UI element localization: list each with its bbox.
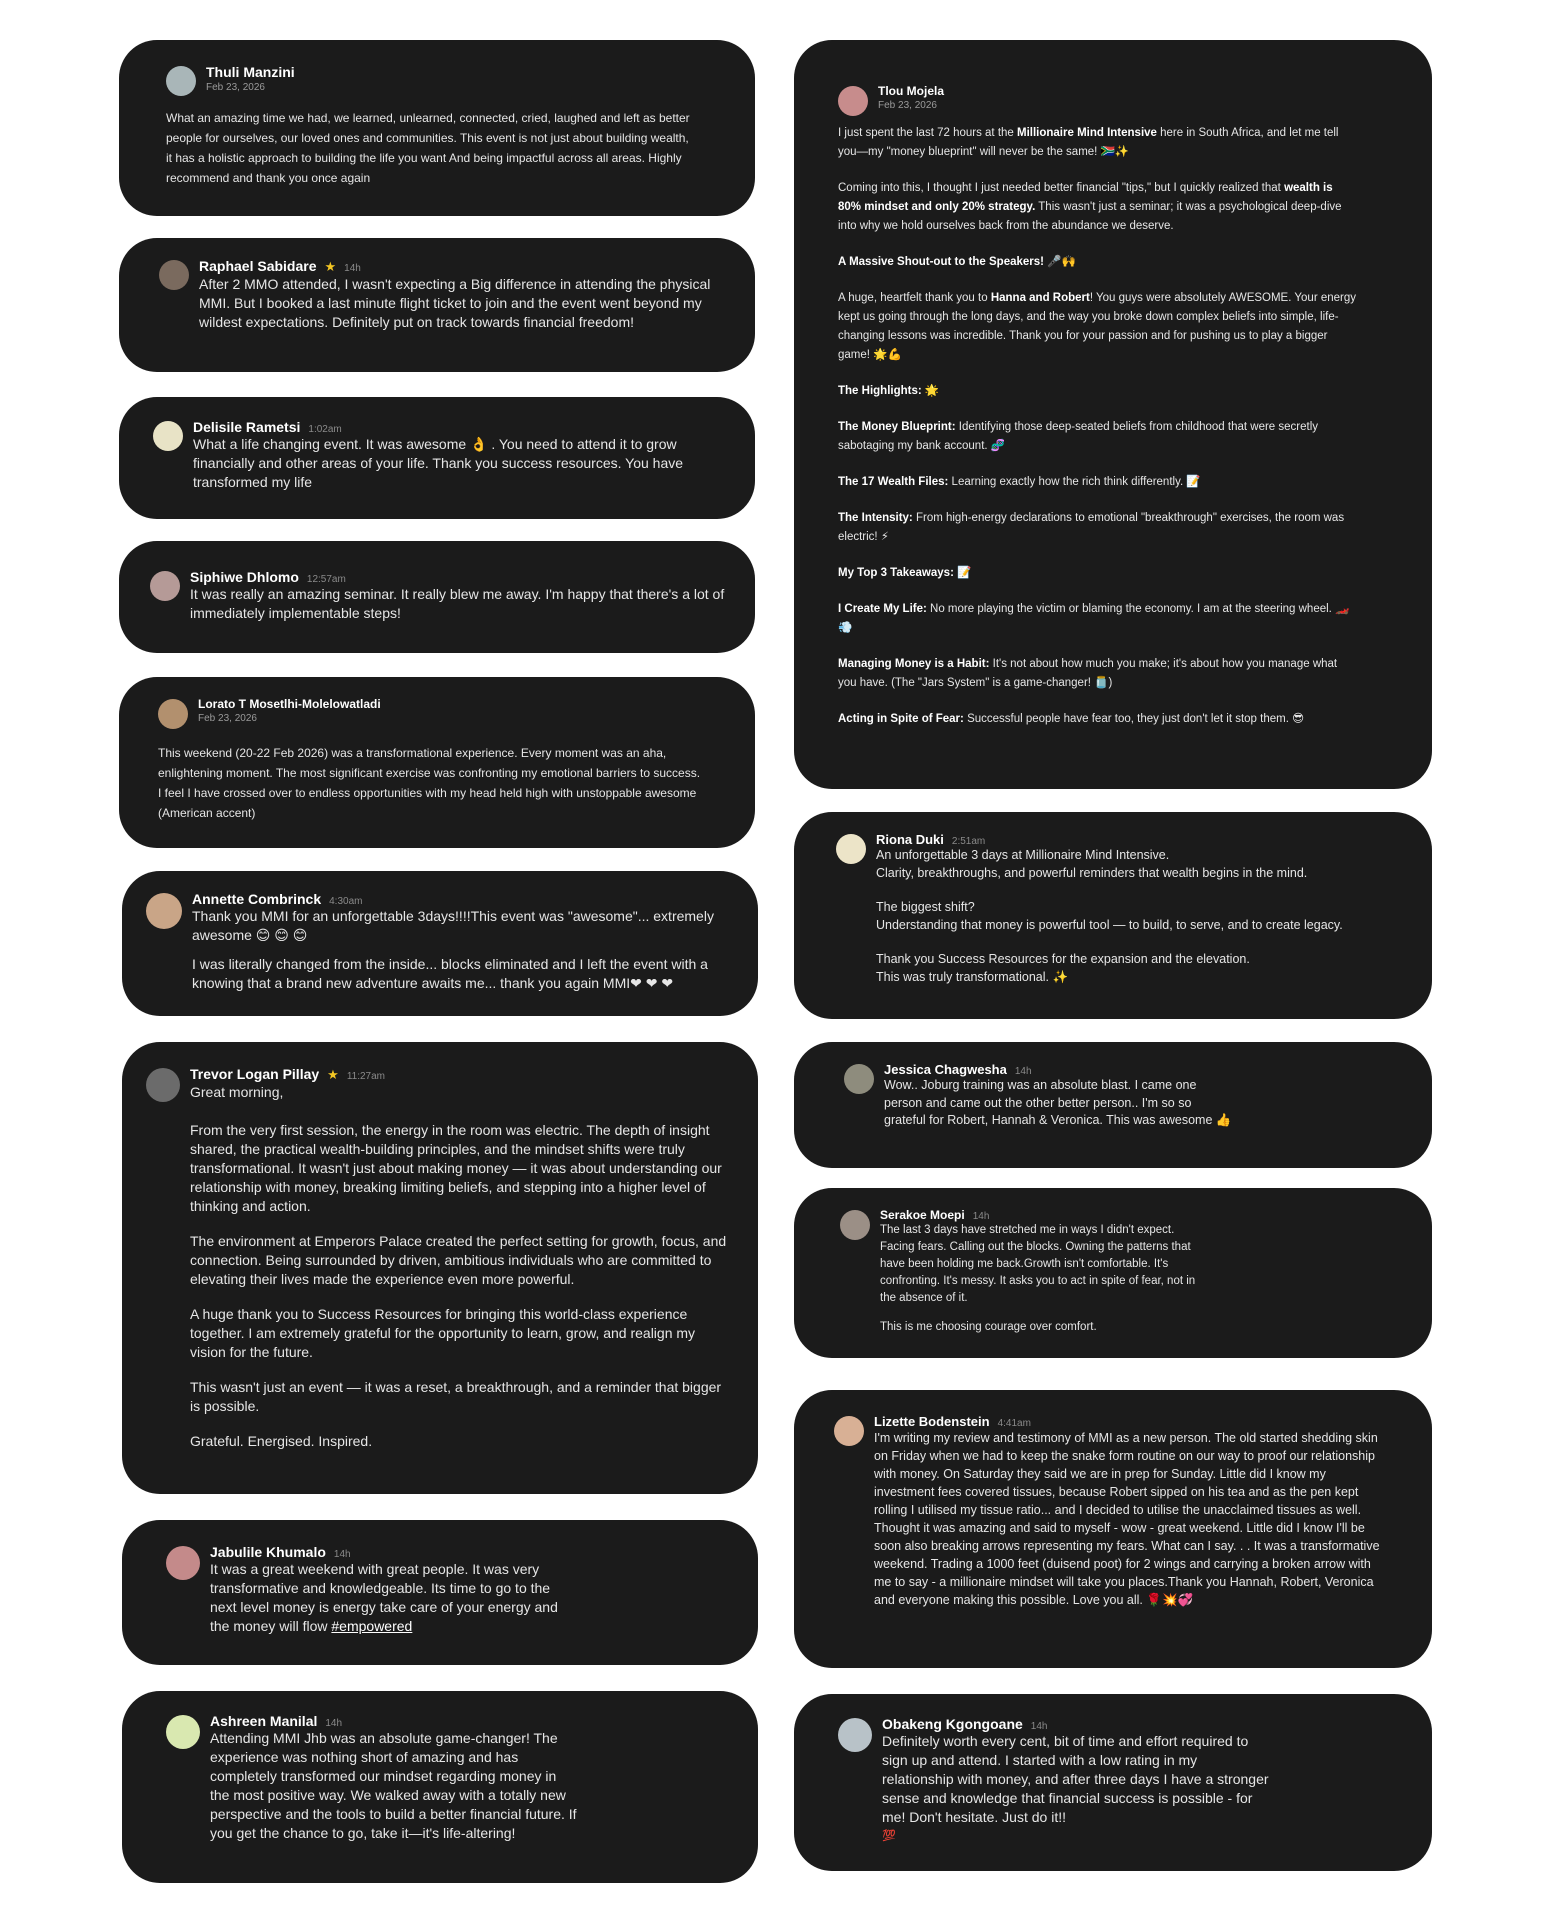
avatar[interactable] [840,1210,870,1240]
reviewer-name: Raphael Sabidare [199,258,317,274]
review-header [836,832,1402,986]
review-text-segment: A huge, heartfelt thank you to [838,292,991,304]
star-icon: ★ [327,1067,339,1082]
hundred-points-icon: 💯 [882,1830,896,1842]
review-header [844,1062,1232,1130]
review-card [122,871,758,1016]
review-card [122,1520,758,1665]
reviewer-name: Jessica Chagwesha [884,1062,1007,1077]
review-time: 2:51am [951,836,986,847]
review-text: I was literally changed from the inside... blocks eliminated and I left the event with a knowing that a brand new adventure awaits me... thank you again MMI❤ ❤ ❤ [192,956,708,991]
review-card [794,1694,1432,1871]
reviewer-name: Annette Combrinck [192,891,322,907]
avatar[interactable] [834,1416,864,1446]
review-text: Definitely worth every cent, bit of time and effort required to sign up and attend. I started with a low rating in my relationship with money, and after three days I have a stronger sense and knowledge that financial success is possible - for me! Don't hesitate. Just do it!! [882,1733,1269,1825]
avatar[interactable] [838,86,868,116]
review-card [794,812,1432,1019]
review-card [119,40,755,216]
review-text-segment: Thank you Success Resources for the expansion and the elevation. [876,952,1250,966]
avatar[interactable] [836,834,866,864]
review-text-segment: Acting in Spite of Fear: [838,713,964,725]
reviewer-name: Delisile Rametsi [193,419,301,435]
review-header [840,1208,1202,1336]
review-paragraph: The environment at Emperors Palace created the perfect setting for growth, focus, and connection. Being surrounded by driven, ambitious individuals who are committed to elevating their lives made the experience even more powerful. [190,1233,727,1287]
review-text: What an amazing time we had, we learned, unlearned, connected, cried, laughed and left as better people for ourselves, our loved ones and communities. This event is not just about building wealth, it has a holistic approach to building the life you want And being impactful across all areas. Highly recommend and thank you once again [166,111,690,185]
review-card [794,40,1432,789]
avatar[interactable] [159,260,189,290]
review-text: After 2 MMO attended, I wasn't expecting a Big difference in attending the physical MMI. But I booked a last minute flight ticket to join and the event went beyond my wildest expectations. Definitely put on track towards financial freedom! [199,276,711,330]
review-text: It was really an amazing seminar. It really blew me away. I'm happy that there's a lot of immediately implementable steps! [190,586,725,621]
review-text [210,1560,578,1636]
review-text: What a life changing event. It was awesome 👌 . You need to attend it to grow financially and other areas of your life. Thank you success resources. You have transformed my life [193,436,684,490]
avatar[interactable] [150,571,180,601]
review-time: 4:41am [997,1418,1031,1429]
review-text: Attending MMI Jhb was an absolute game-changer! The experience was nothing short of amazing and has completely transformed our mindset regarding money in the most positive way. We walked away with a totally new perspective and the tools to build a better financial future. If you get the chance to go, take it—it's life-altering! [210,1730,577,1841]
review-text-segment: Understanding that money is powerful tool — to build, to serve, and to create legacy. [876,917,1343,932]
review-time: 12:57am [306,574,346,585]
review-text-segment: The Intensity: [838,512,913,524]
review-time: 1:02am [308,424,342,435]
review-text-segment: This was truly transformational. ✨ [876,969,1069,984]
review-time: 14h [325,1718,343,1729]
review-header [159,258,725,332]
review-text: This is me choosing courage over comfort. [880,1321,1097,1333]
reviewer-name: Obakeng Kgongoane [882,1716,1023,1732]
review-header [158,697,705,729]
review-text-segment: Millionaire Mind Intensive [1017,127,1157,139]
avatar[interactable] [166,1546,200,1580]
review-date: Feb 23, 2026 [878,100,937,111]
review-date: Feb 23, 2026 [198,713,257,724]
review-text-segment: No more playing the victim or blaming the economy. I am at the steering wheel. 🏎️💨 [838,603,1350,634]
review-text-segment: A Massive Shout-out to the Speakers! 🎤🙌 [838,256,1076,268]
avatar[interactable] [838,1718,872,1752]
review-time: 14h [1030,1721,1048,1732]
avatar[interactable] [166,1715,200,1749]
reviewer-name: Jabulile Khumalo [210,1544,326,1560]
review-time: 4:30am [329,896,363,907]
reviewer-name: Siphiwe Dhlomo [190,569,299,585]
avatar[interactable] [146,1068,180,1102]
review-paragraph: From the very first session, the energy in the room was electric. The depth of insight shared, the practical wealth-building principles, and the mindset shifts were truly transformational. It wasn't just about making money — it was about understanding our relationship with money, breaking limiting beliefs, and stepping into a higher level of thinking and action. [190,1122,722,1214]
review-text-segment: Managing Money is a Habit: [838,658,990,670]
review-text [876,847,1402,986]
review-card [122,1691,758,1883]
review-time: 14h [972,1211,990,1222]
star-icon: ★ [324,259,337,274]
review-text-segment: The Highlights: 🌟 [838,385,940,397]
review-header [838,84,1356,116]
review-text-segment: ! You guys were absolutely AWESOME. Your energy kept us going through the long days, and the way you broke down complex beliefs into simple, life-changing lessons was incredible. Thank you for your passion and for pushing us to play a bigger game! 🌟💪 [838,292,1357,361]
reviewer-name: Trevor Logan Pillay [190,1066,320,1082]
review-header [153,419,725,492]
review-card [794,1042,1432,1168]
review-time: 14h [344,263,361,274]
review-card [122,1042,758,1494]
review-header [150,569,725,623]
review-text: The last 3 days have stretched me in ways I didn't expect. Facing fears. Calling out the blocks. Owning the patterns that have been holding me back.Growth isn't comfortable. It's confronting. It's messy. It asks you to act in spite of fear, not in the absence of it. [880,1224,1196,1304]
review-text-segment: Hanna and Robert [990,292,1090,304]
review-paragraph: Grateful. Energised. Inspired. [190,1433,373,1449]
review-text-segment: This wasn't just a seminar; it was a psychological deep-dive into why we hold ourselves back from the abundance we deserve. [838,201,1342,232]
reviewer-name: Thuli Manzini [206,64,295,80]
avatar[interactable] [146,893,182,929]
review-text-segment: The biggest shift? [876,900,975,914]
review-text-segment: I Create My Life: [838,603,927,615]
review-header [146,1066,734,1451]
reviewer-name: Riona Duki [876,832,944,847]
review-paragraph: This wasn't just an event — it was a reset, a breakthrough, and a reminder that bigger is possible. [190,1379,722,1414]
review-card [119,397,755,519]
avatar[interactable] [158,699,188,729]
review-text-segment: I just spent the last 72 hours at the [838,127,1017,139]
review-card [119,677,755,848]
review-header [146,891,744,993]
reviewer-name: Serakoe Moepi [880,1208,965,1222]
review-text: Wow.. Joburg training was an absolute blast. I came one person and came out the other better person.. I'm so so grateful for Robert, Hannah & Veronica. This was awesome 👍 [884,1078,1232,1127]
review-text-segment: It's not about how much you make; it's about how you manage what you have. (The "Jars System" is a game-changer! 🫙) [838,658,1338,689]
review-time: 14h [1014,1066,1032,1077]
avatar[interactable] [166,66,196,96]
reviewer-name: Lizette Bodenstein [874,1414,990,1429]
review-card [119,541,755,653]
review-time: 14h [333,1549,351,1560]
review-card [794,1390,1432,1668]
review-text-segment: An unforgettable 3 days at Millionaire Mind Intensive. [876,848,1170,862]
review-header [166,64,695,96]
review-text-segment: Coming into this, I thought I just needed better financial "tips," but I quickly realized that [838,182,1285,194]
review-text: Thank you MMI for an unforgettable 3days!!!!This event was "awesome"... extremely awesome 😊 😊 😊 [192,908,714,943]
review-time: 11:27am [346,1071,385,1082]
review-greeting: Great morning, [190,1084,284,1100]
review-text-segment: Successful people have fear too, they just don't let it stop them. 😎 [963,713,1305,725]
review-text-content: It was a great weekend with great people. It was very transformative and knowledgeable. Its time to go to the next level money is energy take care of your energy and the money will flow [210,1561,558,1634]
review-header [166,1544,578,1636]
review-paragraph: A huge thank you to Success Resources for bringing this world-class experience together. I am extremely grateful for the opportunity to learn, grow, and realign my vision for the future. [190,1306,696,1360]
review-header [166,1713,578,1843]
review-header [834,1414,1388,1609]
review-text: This weekend (20-22 Feb 2026) was a transformational experience. Every moment was an aha, enlightening moment. The most significant exercise was confronting my emotional barriers to success. I feel I have crossed over to endless opportunities with my head held high with unstoppable awesome (American accent) [158,746,701,820]
reviewer-name: Tlou Mojela [878,84,944,98]
review-header [838,1716,1272,1846]
review-text-segment: The Money Blueprint: [838,421,956,433]
review-text-segment: The 17 Wealth Files: [838,476,949,488]
review-text-segment [876,882,1402,899]
review-text-segment [876,934,1402,951]
review-text-segment: wealth is 80% mindset and only 20% strategy. [838,182,1333,213]
review-text-segment: From high-energy declarations to emotional "breakthrough" exercises, the room was electric! ⚡ [838,512,1345,543]
hashtag-link[interactable]: #empowered [331,1618,413,1634]
review-text-segment: Clarity, breakthroughs, and powerful reminders that wealth begins in the mind. [876,865,1308,880]
review-text [838,124,1356,729]
avatar[interactable] [844,1064,874,1094]
review-card [119,238,755,372]
reviewer-name: Ashreen Manilal [210,1713,318,1729]
review-text-segment: Learning exactly how the rich think differently. 📝 [948,476,1201,488]
review-text [190,1121,734,1451]
avatar[interactable] [153,421,183,451]
review-text-segment: here in South Africa, and let me tell you—my "money blueprint" will never be the same! 🇿🇦✨ [838,127,1339,158]
review-card [794,1188,1432,1358]
review-date: Feb 23, 2026 [206,82,265,93]
review-text-segment: My Top 3 Takeaways: 📝 [838,567,972,579]
reviewer-name: Lorato T Mosetlhi-Molelowatladi [198,697,381,711]
review-text-segment: Identifying those deep-seated beliefs from childhood that were secretly sabotaging my bank account. 🧬 [838,421,1319,452]
review-text: I'm writing my review and testimony of MMI as a new person. The old started shedding skin on Friday when we had to keep the snake form routine on our way to proof our relationship with money. On Saturday they said we are in prep for Sunday. Little did I know my investment fees covered tissues, because Robert sipped on his tea and as the pen kept rolling I utilised my tissue ratio... and I decided to utilise the unacclaimed tissues as well. Thought it was amazing and said to myself - wow - great weekend. Little did I know I'll be soon also breaking arrows representing my fears. What can I say. . . It was a transformative weekend. Trading a 1000 feet (duisend poot) for 2 wings and carrying a broken arrow with me to say - a millionaire mindset will take you places.Thank you Hannah, Robert, Veronica and everyone making this possible. Love you all. 🌹💥💞 [874,1431,1380,1607]
